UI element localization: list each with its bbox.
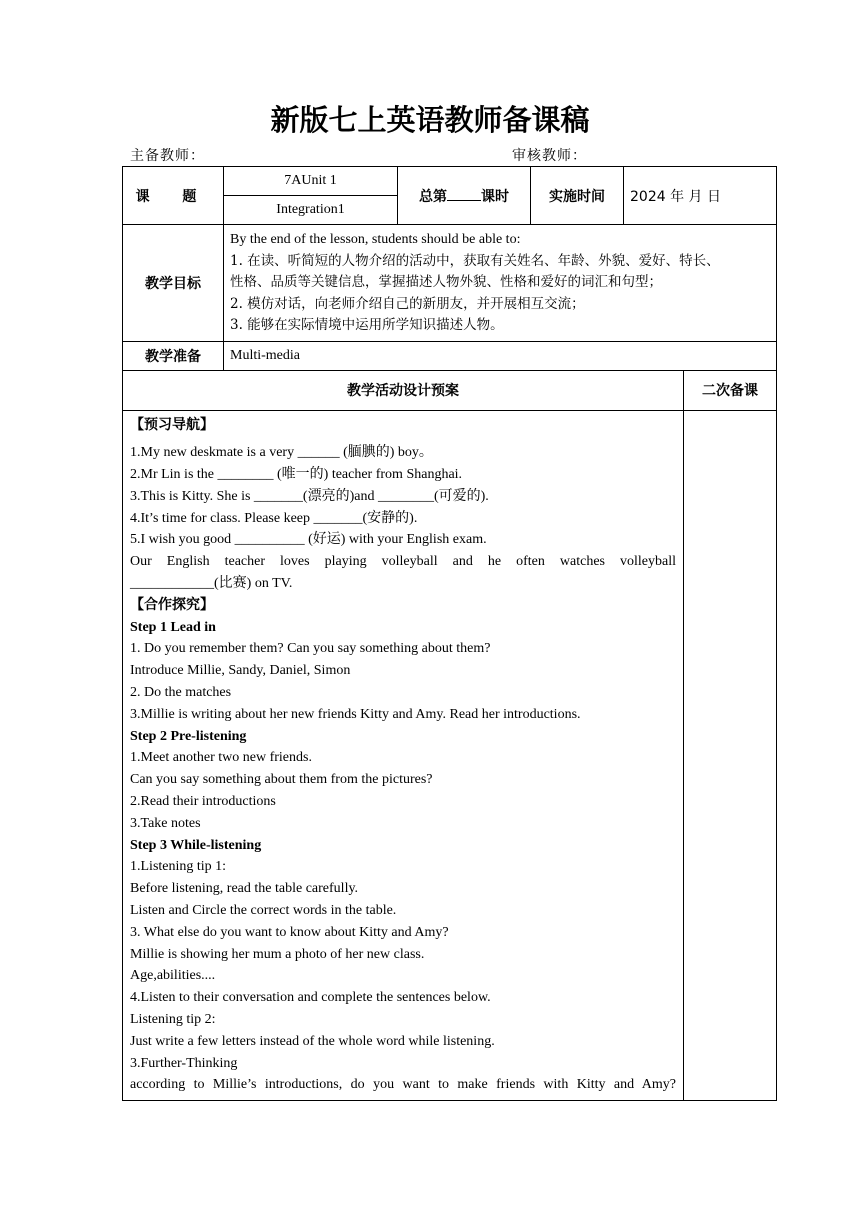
second-prep-header: 二次备课 — [684, 370, 777, 410]
step-line: Introduce Millie, Sandy, Daniel, Simon — [130, 663, 351, 679]
step-line: 1. Do you remember them? Can you say something about them? — [130, 641, 491, 657]
impl-time-label: 实施时间 — [531, 167, 624, 225]
objectives-row — [123, 225, 777, 342]
step-line: Before listening, read the table carefully. — [130, 881, 359, 897]
preview-item: ____________(比赛) on TV. — [130, 576, 293, 592]
date-cell: 2024 年 月 日 — [624, 167, 777, 225]
page-title: 新版七上英语教师备课稿 — [270, 103, 590, 137]
prep-label: 教学准备 — [123, 341, 224, 370]
lesson-cell — [224, 167, 398, 225]
step-heading: Step 3 While-listening — [130, 837, 262, 853]
preview-heading: 【预习导航】 — [130, 416, 214, 433]
step-line: Just write a few letters instead of the whole word while listening. — [130, 1033, 495, 1049]
second-prep-cell[interactable] — [684, 410, 777, 1100]
objective-line: 2. 模仿对话，向老师介绍自己的新朋友，并开展相互交流； — [230, 295, 585, 312]
reviewer-label: 审核教师： — [512, 148, 587, 164]
step-line: 2. Do the matches — [130, 685, 232, 701]
objective-line: By the end of the lesson, students should be able to: — [230, 232, 521, 247]
step-line: 3. What else do you want to know about Kitty and Amy? — [130, 924, 449, 940]
objective-line: 性格、品质等关键信息，掌握描述人物外貌、性格和爱好的词汇和句型； — [230, 274, 662, 290]
total-label-a: 总第 — [419, 188, 447, 205]
objectives-cell — [224, 225, 777, 342]
step-line: Millie is showing her mum a photo of her new class. — [130, 946, 425, 962]
topic-label: 课 题 — [123, 167, 224, 225]
lesson-name: Integration1 — [276, 202, 345, 217]
objective-line: 1. 在读、听简短的人物介绍的活动中，获取有关姓名、年龄、外貌、爱好、特长、 — [230, 252, 720, 269]
step-line: Age,abilities.... — [130, 968, 216, 984]
activity-content — [123, 410, 684, 1100]
step-line: 3.Take notes — [130, 815, 201, 831]
step-line: 3.Millie is writing about her new friends Kitty and Amy. Read her introductions. — [130, 706, 581, 722]
step-line: Can you say something about them from the pictures? — [130, 772, 433, 788]
preview-item: 3.This is Kitty. She is _______(漂亮的)and ________(可爱的). — [130, 488, 489, 504]
step-heading: Step 2 Pre-listening — [130, 728, 247, 744]
preview-item: 4.It’s time for class. Please keep _______(安静的). — [130, 510, 418, 526]
step-line: Listening tip 2: — [130, 1012, 216, 1028]
step-line: 3.Further-Thinking — [130, 1055, 238, 1071]
step-line: 4.Listen to their conversation and complete the sentences below. — [130, 990, 491, 1006]
topic-row — [123, 167, 777, 225]
design-header-row — [123, 370, 777, 410]
objective-line: 3. 能够在实际情境中运用所学知识描述人物。 — [230, 317, 504, 333]
prep-row — [123, 341, 777, 370]
step-line: 2.Read their introductions — [130, 794, 276, 810]
lesson-unit: 7AUnit 1 — [224, 167, 397, 196]
step-heading: Step 1 Lead in — [130, 619, 216, 635]
total-lesson-blank[interactable] — [447, 188, 481, 201]
prep-value: Multi-media — [224, 341, 777, 370]
preview-item: Our English teacher loves playing volleyball and he often watches volleyball — [130, 554, 676, 570]
design-plan-header: 教学活动设计预案 — [123, 370, 684, 410]
step-line: 1.Listening tip 1: — [130, 859, 227, 875]
total-label-b: 课时 — [481, 188, 509, 205]
preview-item: 5.I wish you good __________ (好运) with your English exam. — [130, 532, 487, 548]
step-line: Listen and Circle the correct words in the table. — [130, 903, 397, 919]
objectives-label: 教学目标 — [123, 225, 224, 342]
content-row — [123, 410, 777, 1100]
coop-heading: 【合作探究】 — [130, 596, 214, 613]
preview-item: 2.Mr Lin is the ________ (唯一的) teacher from Shanghai. — [130, 467, 463, 483]
lesson-plan-table — [122, 166, 777, 1101]
preview-item: 1.My new deskmate is a very ______ (腼腆的) boy。 — [130, 445, 433, 461]
total-lesson-cell — [398, 167, 531, 225]
step-line: 1.Meet another two new friends. — [130, 750, 312, 766]
chief-teacher-label: 主备教师： — [130, 148, 205, 164]
step-line: according to Millie’s introductions, do you want to make friends with Kitty and Amy? — [130, 1077, 676, 1093]
